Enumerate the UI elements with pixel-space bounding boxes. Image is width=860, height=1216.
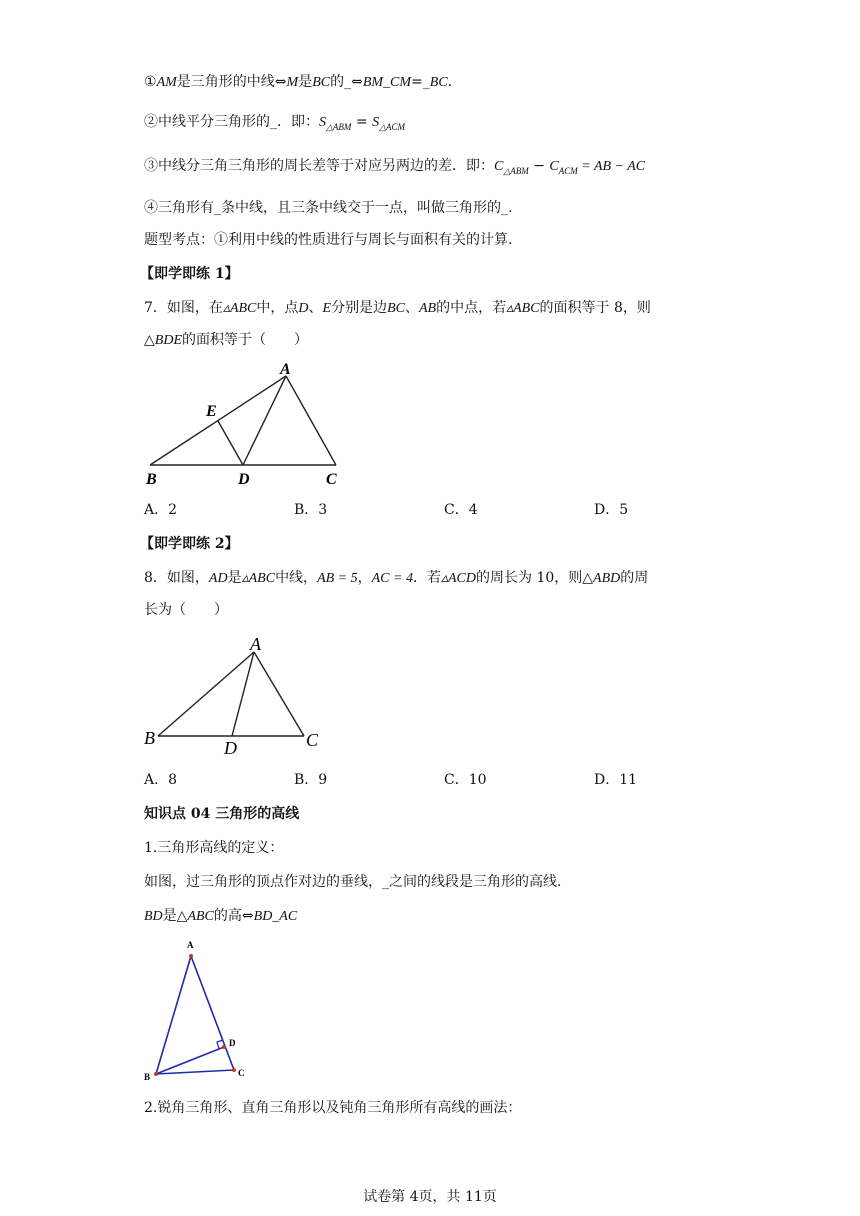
label-A: A [250,634,261,654]
section04-item2: 2.锐角三角形、直角三角形以及钝角三角形所有高线的画法： [144,1100,522,1116]
page-footer: 试卷第 4页，共 11页 [363,1189,497,1205]
practice2-option-b: B．9 [294,772,328,788]
section04-title: 知识点 04 三角形的高线 [144,806,300,822]
label-D: D [229,1038,236,1048]
practice2-option-c: C．10 [444,772,487,788]
median-prop-3: ③中线分三角三角形的周长差等于对应另两边的差．即：$C_{\triangle ABM} - C_{ACM}$ = AB − AC [144,158,646,176]
section04-def-title: 1.三角形高线的定义： [144,840,284,856]
label-E: E [206,403,217,420]
label-C: C [238,1068,245,1078]
label-C: C [326,471,337,488]
label-A: A [280,361,291,378]
section04-bd-line: BD是△ABC的高⇔BD_AC [144,908,298,924]
label-D: D [224,738,237,758]
section04-def-text: 如图，过三角形的顶点作对边的垂线，_之间的线段是三角形的高线. [144,874,562,890]
practice1-question-line1: 7．如图，在▵ABC中，点D、E分别是边BC、AB的中点，若▵ABC的面积等于 8，则 [144,300,651,316]
practice1-question-line2: △BDE的面积等于（ ） [144,332,308,348]
median-prop-4: ④三角形有_条中线，且三条中线交于一点，叫做三角形的_. [144,200,513,216]
practice1-option-b: B．3 [294,502,328,518]
practice2-option-a: A．8 [144,772,178,788]
practice2-question-line1: 8．如图，AD是▵ABC中线，AB = 5，AC = 4．若▵ACD的周长为 10，则△ABD的周 [144,570,649,586]
practice2-option-d: D．11 [594,772,638,788]
altitude-triangle-figure [136,936,256,1084]
practice2-triangle-figure [140,632,340,760]
label-D: D [238,471,250,488]
median-prop-2: ②中线平分三角形的_．即：$S_{\triangle ABM} = S_{\triangle ACM}$ [144,114,405,132]
practice1-option-d: D．5 [594,502,629,518]
practice1-triangle-figure [140,356,360,492]
practice1-option-c: C．4 [444,502,478,518]
practice1-option-a: A．2 [144,502,178,518]
label-B: B [144,1072,151,1082]
label-A: A [187,940,194,950]
median-prop-5: 题型考点：①利用中线的性质进行与周长与面积有关的计算． [144,232,522,248]
practice2-heading: 【即学即练 2】 [140,536,239,552]
label-C: C [306,730,319,750]
practice1-heading: 【即学即练 1】 [140,266,239,282]
median-prop-1: ①AM是三角形的中线⇔M是BC的_⇔BM_CM=_BC. [144,74,453,90]
label-B: B [144,728,155,748]
label-B: B [146,471,157,488]
practice2-question-line2: 长为（ ） [144,602,228,618]
